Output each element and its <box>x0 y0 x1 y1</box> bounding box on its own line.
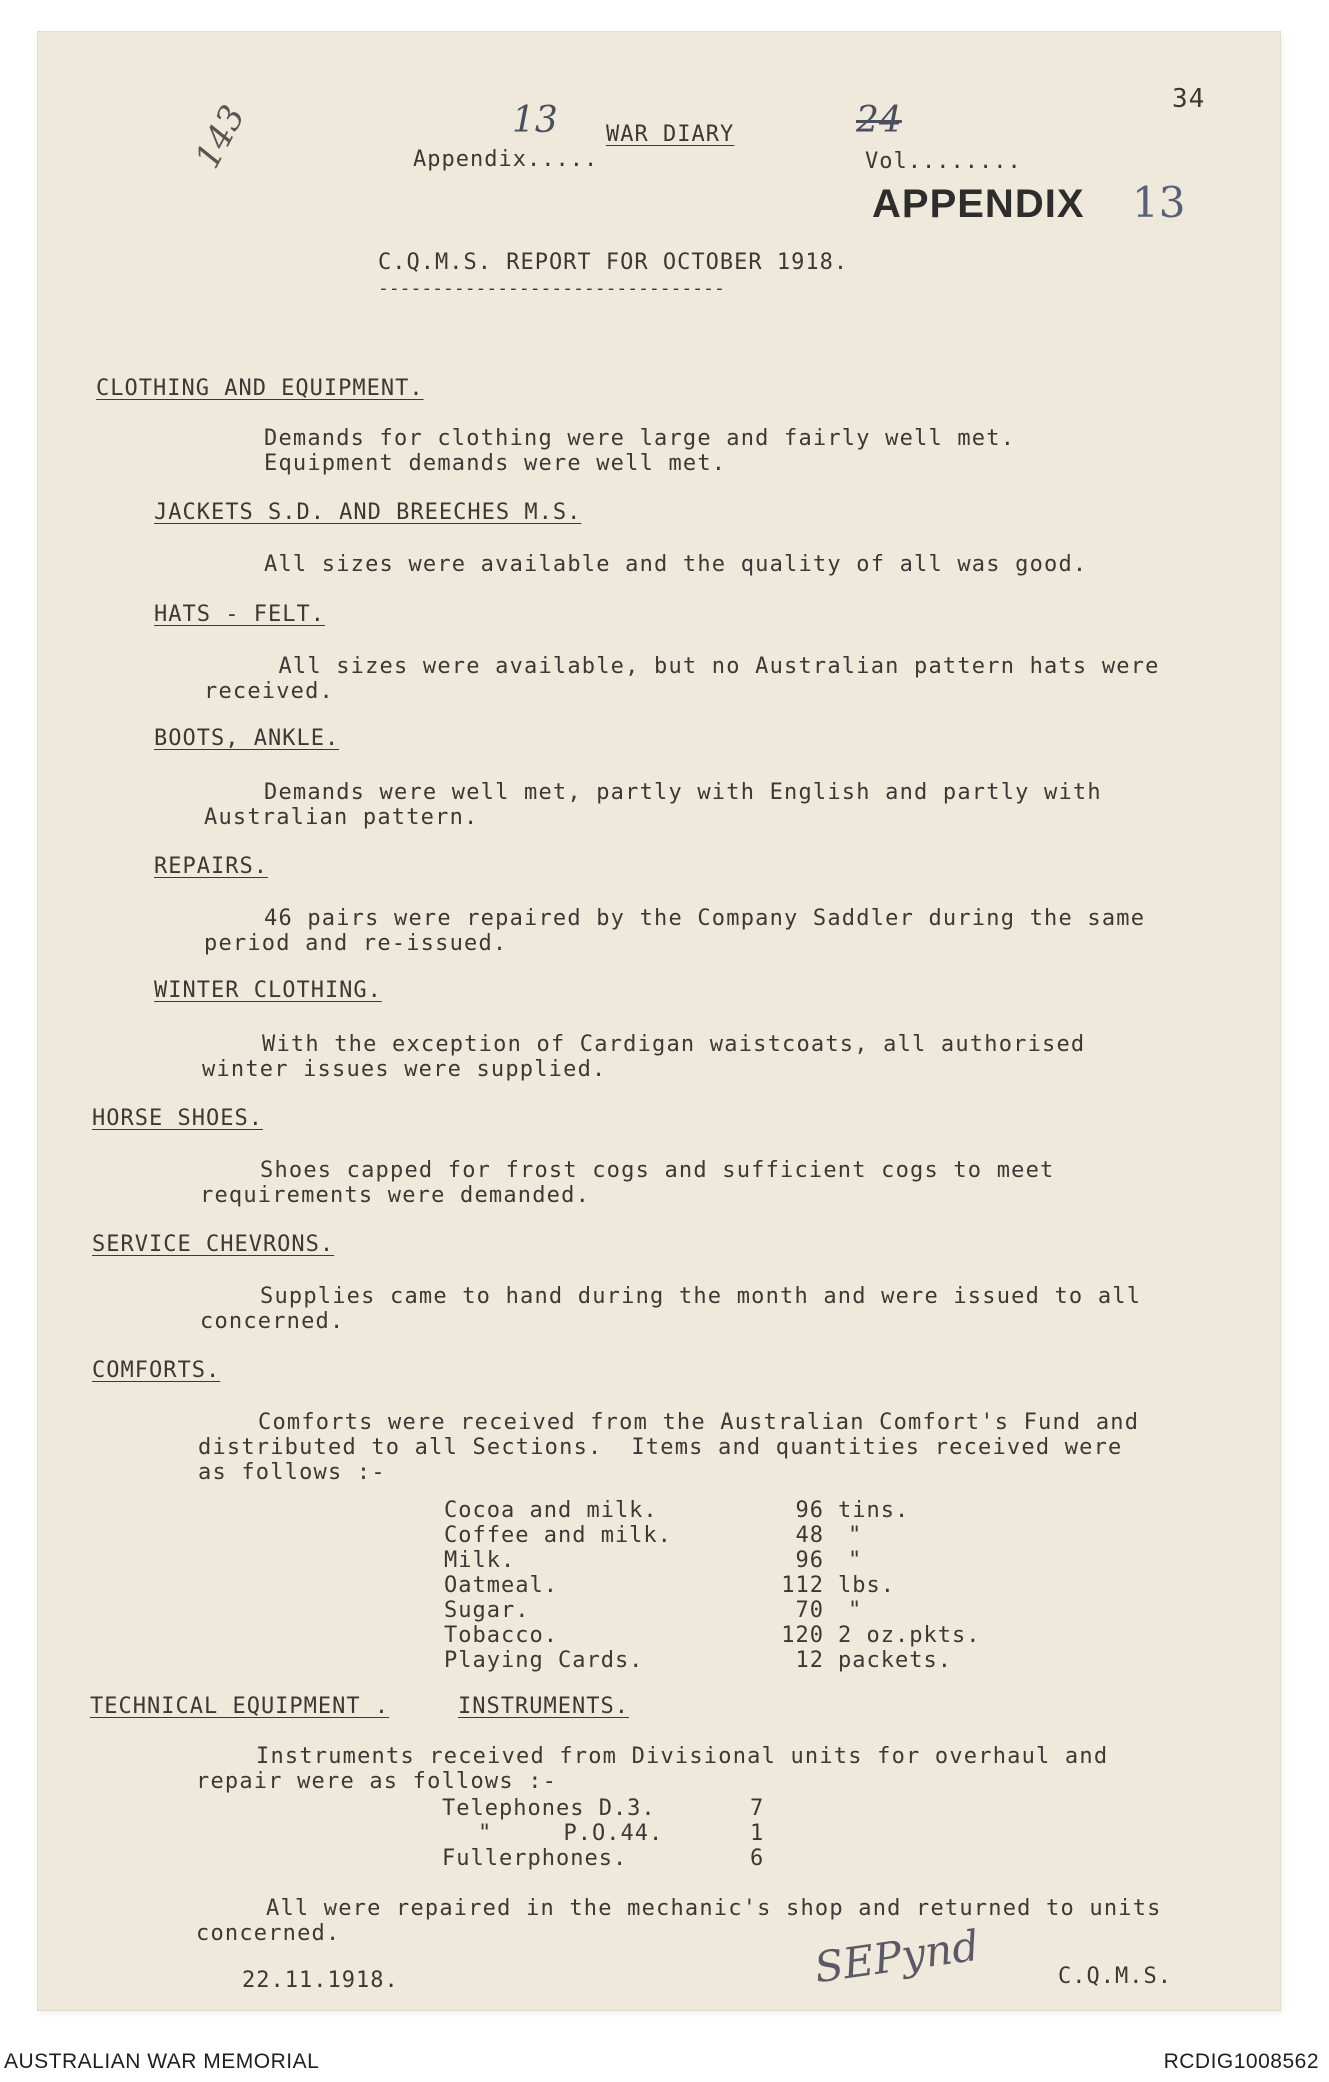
section-heading: BOOTS, ANKLE. <box>154 726 340 751</box>
title-rule: -------------------------------- <box>378 278 725 299</box>
closing-text: All were repaired in the mechanic's shop and returned to units concerned. <box>196 1896 1162 1946</box>
section-text: Instruments received from Divisional units for overhaul and repair were as follows :- <box>196 1744 1109 1794</box>
list-item-qty: 96 <box>795 1548 824 1573</box>
list-item-qty: 48 <box>795 1523 824 1548</box>
section-text: Shoes capped for frost cogs and sufficient cogs to meet requirements were demanded. <box>200 1158 1055 1208</box>
list-item-unit: " <box>848 1548 863 1573</box>
vol-label: Vol........ <box>864 149 1022 174</box>
list-item-qty: 12 <box>795 1648 824 1673</box>
report-date: 22.11.1918. <box>242 1968 399 1993</box>
section-text: Comforts were received from the Australian Comfort's Fund and distributed to all Sections. Items and quantities received were as follows :- <box>198 1410 1140 1485</box>
list-item: Coffee and milk. <box>444 1523 672 1548</box>
section-heading-technical: TECHNICAL EQUIPMENT . <box>90 1694 390 1719</box>
signoff-role: C.Q.M.S. <box>1058 1964 1172 1989</box>
list-item-qty: 1 <box>750 1821 765 1846</box>
list-item: Cocoa and milk. <box>444 1498 658 1523</box>
appendix-stamp-number: 13 <box>1132 178 1186 227</box>
section-text: Demands were well met, partly with English and partly with Australian pattern. <box>204 780 1102 830</box>
section-text: 46 pairs were repaired by the Company Saddler during the same period and re-issued. <box>204 906 1146 956</box>
footer-left: AUSTRALIAN WAR MEMORIAL <box>4 2050 320 2073</box>
list-item-qty: 7 <box>750 1796 765 1821</box>
appendix-label: Appendix..... <box>412 147 599 172</box>
list-item-unit: " <box>848 1523 863 1548</box>
signature: SEPynd <box>811 1920 982 1993</box>
list-item-qty: 6 <box>750 1846 765 1871</box>
document-page <box>38 32 1280 2010</box>
section-heading: COMFORTS. <box>92 1358 221 1383</box>
list-item: Oatmeal. <box>444 1573 558 1598</box>
list-item: " P.O.44. <box>478 1821 664 1846</box>
page-title: C.Q.M.S. REPORT FOR OCTOBER 1918. <box>378 250 849 275</box>
section-text: Supplies came to hand during the month and were issued to all concerned. <box>200 1284 1142 1334</box>
section-text: Demands for clothing were large and fairly well met. Equipment demands were well met. <box>264 426 1016 476</box>
section-text: With the exception of Cardigan waistcoats, all authorised winter issues were supplied. <box>202 1032 1086 1082</box>
list-item: Playing Cards. <box>444 1648 644 1673</box>
vol-handwritten-number: 24 <box>856 100 902 141</box>
page-number: 34 <box>1172 84 1206 114</box>
section-heading: HATS - FELT. <box>154 602 325 627</box>
section-heading: HORSE SHOES. <box>92 1106 263 1131</box>
section-heading: SERVICE CHEVRONS. <box>92 1232 335 1257</box>
list-item: Sugar. <box>444 1598 530 1623</box>
list-item-qty: 96 <box>795 1498 824 1523</box>
section-heading: JACKETS S.D. AND BREECHES M.S. <box>154 500 582 525</box>
appendix-stamp: APPENDIX <box>872 182 1085 226</box>
war-diary-label: WAR DIARY <box>606 122 735 147</box>
list-item: Milk. <box>444 1548 516 1573</box>
section-text: All sizes were available, but no Australian pattern hats were received. <box>204 654 1160 704</box>
list-item-qty: 120 <box>781 1623 824 1648</box>
list-item-unit: packets. <box>838 1648 952 1673</box>
list-item: Fullerphones. <box>442 1846 628 1871</box>
list-item-unit: lbs. <box>838 1573 895 1598</box>
list-item-qty: 70 <box>795 1598 824 1623</box>
list-item-unit: tins. <box>838 1498 910 1523</box>
folio-number: 143 <box>187 98 254 176</box>
list-item: Telephones D.3. <box>442 1796 656 1821</box>
list-item-unit: " <box>848 1598 863 1623</box>
appendix-handwritten-number: 13 <box>512 100 558 141</box>
section-heading: CLOTHING AND EQUIPMENT. <box>96 376 424 401</box>
section-heading: REPAIRS. <box>154 854 268 879</box>
section-heading-instruments: INSTRUMENTS. <box>458 1694 629 1719</box>
section-heading: WINTER CLOTHING. <box>154 978 382 1003</box>
list-item: Tobacco. <box>444 1623 558 1648</box>
list-item-unit: 2 oz.pkts. <box>838 1623 981 1648</box>
footer-right: RCDIG1008562 <box>1163 2050 1319 2073</box>
list-item-qty: 112 <box>781 1573 824 1598</box>
section-text: All sizes were available and the quality of all was good. <box>264 552 1088 577</box>
